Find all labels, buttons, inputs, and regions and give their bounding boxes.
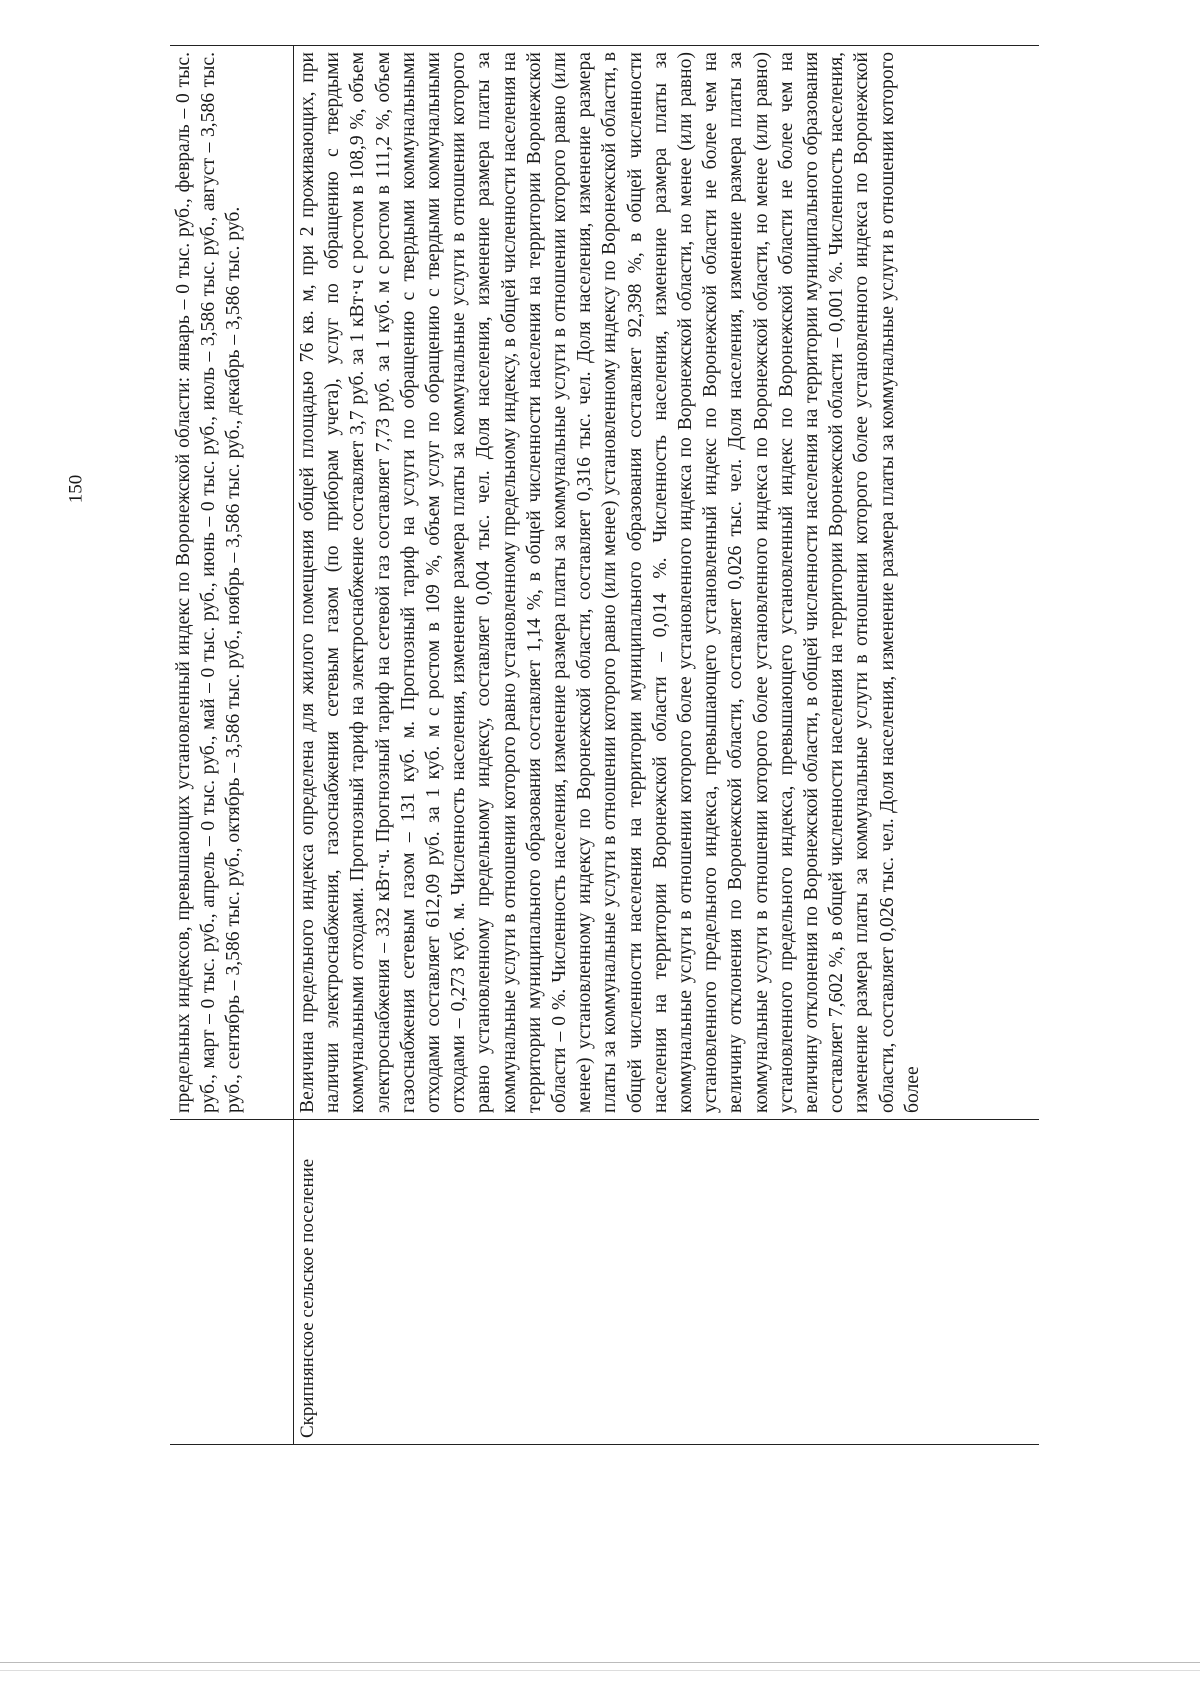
table-row [170, 46, 294, 1445]
document-sheet [170, 45, 1070, 1445]
settlement-name-cell: Скрипнянское сельское поселение [294, 1120, 1040, 1445]
table-row [294, 46, 1040, 1445]
scan-edge-line [0, 1670, 1200, 1671]
scan-edge-line [0, 1662, 1200, 1663]
page-number: 150 [65, 474, 87, 504]
settlement-name-cell [170, 1120, 294, 1445]
description-cell: Величина предельного индекса определена для жилого помещения общей площадью 76 кв. м, при 2 проживающих, при наличии электроснабжения, газоснабжения сетевым газом (по приборам учета), услуг по обращению с твердыми коммунальными отходами. Прогнозный тариф на электроснабжение составляет 3,7 руб. за 1 кВт·ч с ростом в 108,9 %, объем электроснабжения – 332 кВт·ч. Прогнозный тариф на сетевой газ составляет 7,73 руб. за 1 куб. м с ростом в 111,2 %, объем газоснабжения сетевым газом – 131 куб. м. Прогнозный тариф на услуги по обращению с твердыми коммунальными отходами составляет 612,09 руб. за 1 куб. м с ростом в 109 %, объем услуг по обращению с твердыми коммунальными отходами – 0,273 куб. м. Численность населения, изменение размера платы за коммунальные услуги в отношении которого равно установленному предельному индексу, составляет 0,004 тыс. чел. Доля населения, изменение размера платы за коммунальные услуги в отношении которого равно установленному предельному индексу, в общей численности населения на территории муниципального образования составляет 1,14 %, в общей численности населения на территории Воронежской области – 0 %. Численность населения, изменение размера платы за коммунальные услуги в отношении которого равно (или менее) установленному индексу по Воронежской области, составляет 0,316 тыс. чел. Доля населения, изменение размера платы за коммунальные услуги в отношении которого равно (или менее) установленному индексу по Воронежской области, в общей численности населения на территории муниципального образования составляет 92,398 %, в общей численности населения на территории Воронежской области – 0,014 %. Численность населения, изменение размера платы за коммунальные услуги в отношении которого более установленного индекса по Воронежской области, но менее (или равно) установленного предельного индекса, превышающего установленный индекс по Воронежской области не более чем на величину отклонения по Воронежской области, составляет 0,026 тыс. чел. Доля населения, изменение размера платы за коммунальные услуги в отношении которого более установленного индекса по Воронежской области, но менее (или равно) установленного предельного индекса, превышающего установленный индекс по Воронежской области не более чем на величину отклонения по Воронежской области, в общей численности населения на территории муниципального образования составляет 7,602 %, в общей численности населения на территории Воронежской области – 0,001 %. Численность населения, изменение размера платы за коммунальные услуги в отношении которого более установленного индекса по Воронежской области, составляет 0,026 тыс. чел. Доля населения, изменение размера платы за коммунальные услуги в отношении которого более [294, 46, 1040, 1120]
data-table [170, 45, 1039, 1445]
description-cell: предельных индексов, превышающих установленный индекс по Воронежской области: январь – 0 тыс. руб., февраль – 0 тыс. руб., март – 0 тыс. руб., апрель – 0 тыс. руб., май – 0 тыс. руб., июнь – 0 тыс. руб., июль – 3,586 тыс. руб., август – 3,586 тыс. руб., сентябрь – 3,586 тыс. руб., октябрь – 3,586 тыс. руб., ноябрь – 3,586 тыс. руб., декабрь – 3,586 тыс. руб. [170, 46, 294, 1120]
